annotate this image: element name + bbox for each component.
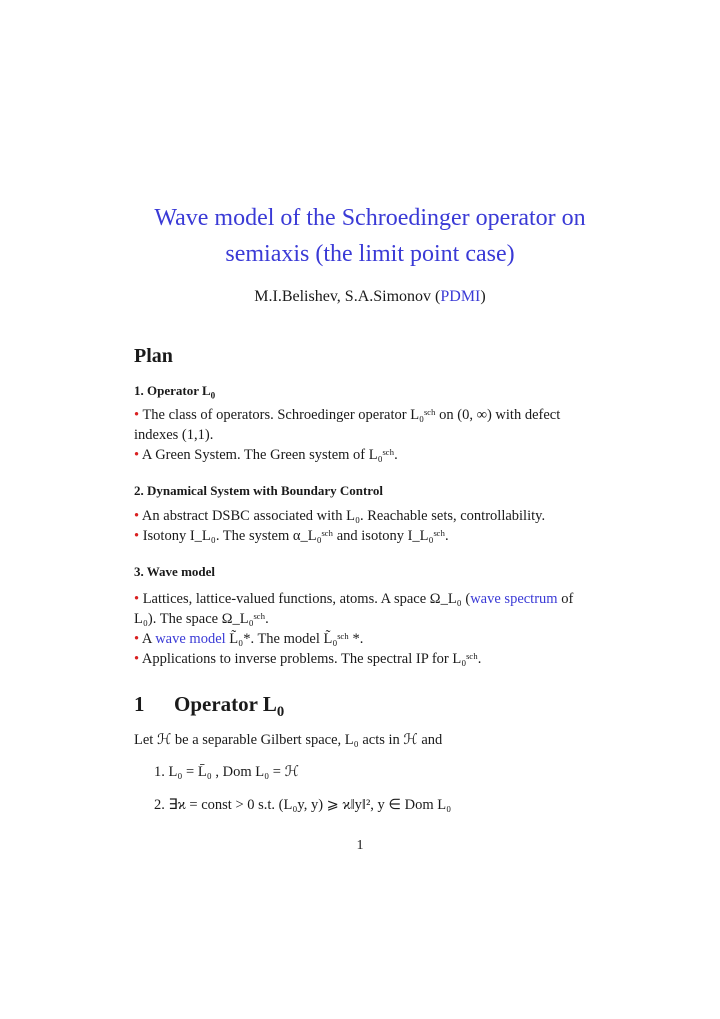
plan-section-3-heading: 3. Wave model [134, 564, 216, 579]
paper-title [100, 200, 640, 272]
wave-model-link[interactable]: wave model [155, 631, 226, 647]
section-1-heading: 1 Operator $L_0$ [134, 692, 285, 721]
bullet-icon: • [134, 651, 140, 667]
plan-3-line-2: L₀). The space Ω_L₀ˢᶜʰ. [134, 611, 269, 627]
plan-1-line-1: • The class of operators. Schroedinger operator L₀ˢᶜʰ on (0, ∞) with defect [134, 407, 561, 423]
section-1-item-1: 1. L₀ = L̄₀ , Dom L₀ = ℋ [154, 764, 299, 780]
plan-section-3-body [134, 589, 614, 669]
bullet-icon: • [134, 528, 140, 544]
plan-section-1-heading: 1. Operator $L_0$ [134, 383, 216, 401]
plan-3-line-4: • Applications to inverse problems. The spectral IP for L₀ˢᶜʰ. [134, 651, 482, 667]
plan-heading: Plan [134, 345, 173, 367]
section-1-intro: Let ℋ be a separable Gilbert space, L₀ acts in ℋ and [134, 732, 443, 748]
plan-1-line-3: • A Green System. The Green system of L₀ˢᶜʰ. [134, 447, 398, 463]
bullet-icon: • [134, 631, 140, 647]
plan-1-line-2: indexes (1,1). [134, 427, 214, 443]
page-number: 1 [356, 838, 364, 853]
section-1-item-2: 2. ∃ϰ = const > 0 s.t. (L₀y, y) ⩾ ϰ‖y‖², y ∈ Dom L₀ [154, 797, 452, 813]
wave-spectrum-link[interactable]: wave spectrum [470, 591, 558, 607]
bullet-icon: • [134, 508, 140, 524]
authors [100, 288, 640, 306]
plan-section-2-heading: 2. Dynamical System with Boundary Control [134, 483, 383, 498]
title-line-2: semiaxis (the limit point case) [225, 241, 515, 267]
author-names: M.I.Belishev, S.A.Simonov ( [254, 288, 441, 305]
author-close-paren: ) [480, 288, 486, 305]
affiliation-link[interactable]: PDMI [440, 288, 481, 305]
plan-section-1-body [134, 405, 614, 465]
bullet-icon: • [134, 447, 140, 463]
title-line-1: Wave model of the Schroedinger operator on [154, 205, 586, 231]
plan-3-line-1: • Lattices, lattice-valued functions, atoms. A space Ω_L₀ (wave spectrum of [134, 591, 574, 607]
bullet-icon: • [134, 591, 140, 607]
plan-2-line-1: • An abstract DSBC associated with L₀. Reachable sets, controllability. [134, 508, 546, 524]
plan-2-line-2: • Isotony I_L₀. The system α_L₀ˢᶜʰ and isotony I_L₀ˢᶜʰ. [134, 528, 449, 544]
plan-3-line-3: • A wave model L̃₀*. The model L̃₀ˢᶜʰ *. [134, 631, 364, 647]
bullet-icon: • [134, 407, 140, 423]
plan-section-2-body [134, 506, 614, 546]
